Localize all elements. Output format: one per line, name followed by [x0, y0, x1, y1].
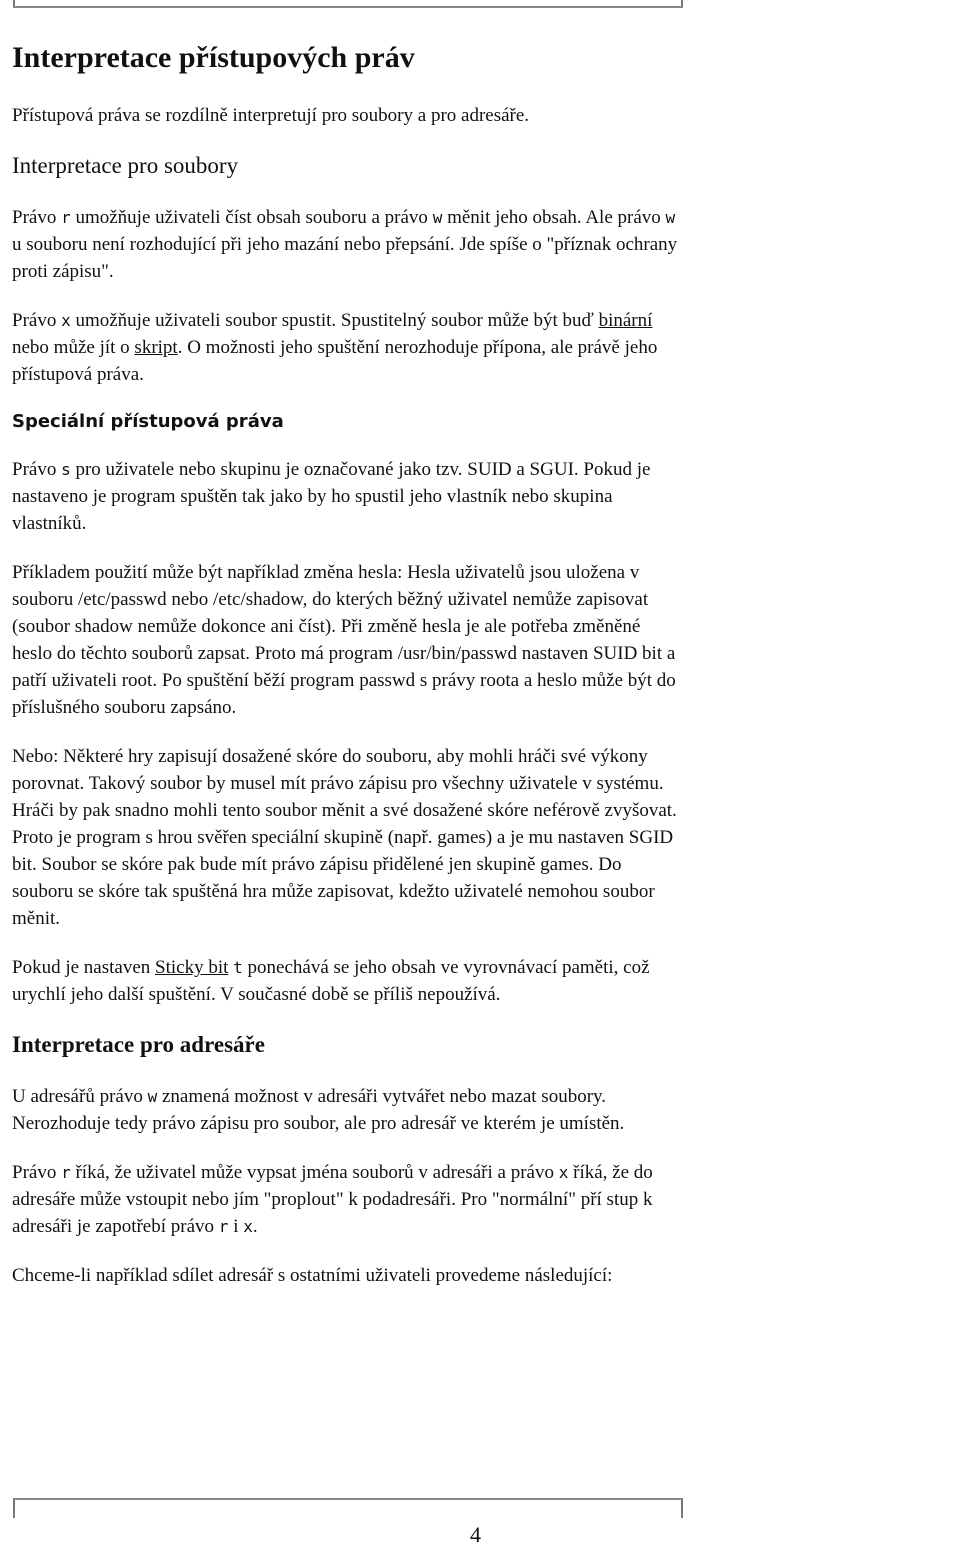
- special-paragraph-2: Příkladem použití může být například změna hesla: Hesla uživatelů jsou uložena v souboru /etc/passwd nebo /etc/shadow, do kterých běžný uživatel nemůže zapisovat (soubor shadow nemůže dokonce ani číst). Při změně hesla je ale potřeba změněné heslo do těchto souborů zapsat. Proto má program /usr/bin/passwd nastaven SUID bit a patří uživateli root. Po spuštění běží program passwd s právy roota a heslo může být do příslušného souboru zapsáno.: [12, 562, 676, 718]
- special-paragraph-3: Nebo: Některé hry zapisují dosažené skóre do souboru, aby mohli hráči své výkony porovnat. Takový soubor by musel mít právo zápisu pro všechny uživatele v systému. Hráči by pak snadno mohli tento soubor měnit a své dosažené skóre neférově zvyšovat. Proto je program s hrou svěřen speciální skupině (např. games) a je mu nastaven SGID bit. Soubor se skóre pak bude mít právo zápisu přidělené jen skupině games. Do souboru se skóre tak spuštěná hra může zapisovat, kdežto uživatelé nemohou soubor měnit.: [12, 746, 677, 929]
- page-frame-top: [13, 0, 683, 8]
- page-number: 4: [470, 1522, 481, 1547]
- special-paragraph-1: Právo s pro uživatele nebo skupinu je označované jako tzv. SUID a SGUI. Pokud je nastaveno je program spuštěn tak jako by ho spustil jeho vlastník nebo skupina vlastníků.: [12, 459, 651, 534]
- page-frame-bottom: [13, 1498, 683, 1518]
- dirs-paragraph-2: Právo r říká, že uživatel může vypsat jména souborů v adresáři a právo x říká, že do adresáře může vstoupit nebo jím "proplout" k podadresáři. Pro "normální" pří stup k adresáři je zapotřebí právo r i x.: [12, 1162, 653, 1237]
- files-paragraph-1: Právo r umožňuje uživateli číst obsah souboru a právo w měnit jeho obsah. Ale právo w u souboru není rozhodující při jeho mazání nebo přepsání. Jde spíše o "příznak ochrany proti zápisu".: [12, 207, 678, 282]
- link-binarni[interactable]: binární: [598, 310, 653, 331]
- dirs-paragraph-3: Chceme-li například sdílet adresář s ostatními uživateli provedeme následující:: [12, 1265, 613, 1286]
- page-title: Interpretace přístupových práv: [12, 41, 415, 74]
- link-sticky-bit[interactable]: Sticky bit: [155, 957, 229, 978]
- special-heading: Speciální přístupová práva: [12, 411, 284, 432]
- dirs-heading: Interpretace pro adresáře: [12, 1032, 265, 1057]
- files-heading: Interpretace pro soubory: [12, 153, 239, 178]
- dirs-paragraph-1: U adresářů právo w znamená možnost v adresáři vytvářet nebo mazat soubory. Nerozhoduje tedy právo zápisu pro soubor, ale pro adresář ve kterém je umístěn.: [12, 1086, 625, 1134]
- link-skript[interactable]: skript: [134, 337, 178, 358]
- intro-paragraph: Přístupová práva se rozdílně interpretují pro soubory a pro adresáře.: [12, 105, 530, 126]
- files-paragraph-2: Právo x umožňuje uživateli soubor spustit. Spustitelný soubor může být buď binární nebo může jít o skript. O možnosti jeho spuštění nerozhoduje přípona, ale právě jeho přístupová práva.: [12, 310, 658, 385]
- document-content: [12, 40, 682, 1311]
- special-paragraph-4: Pokud je nastaven Sticky bit t ponechává se jeho obsah ve vyrovnávací paměti, což urychlí jeho další spuštění. V současné době se příliš nepoužívá.: [12, 957, 650, 1005]
